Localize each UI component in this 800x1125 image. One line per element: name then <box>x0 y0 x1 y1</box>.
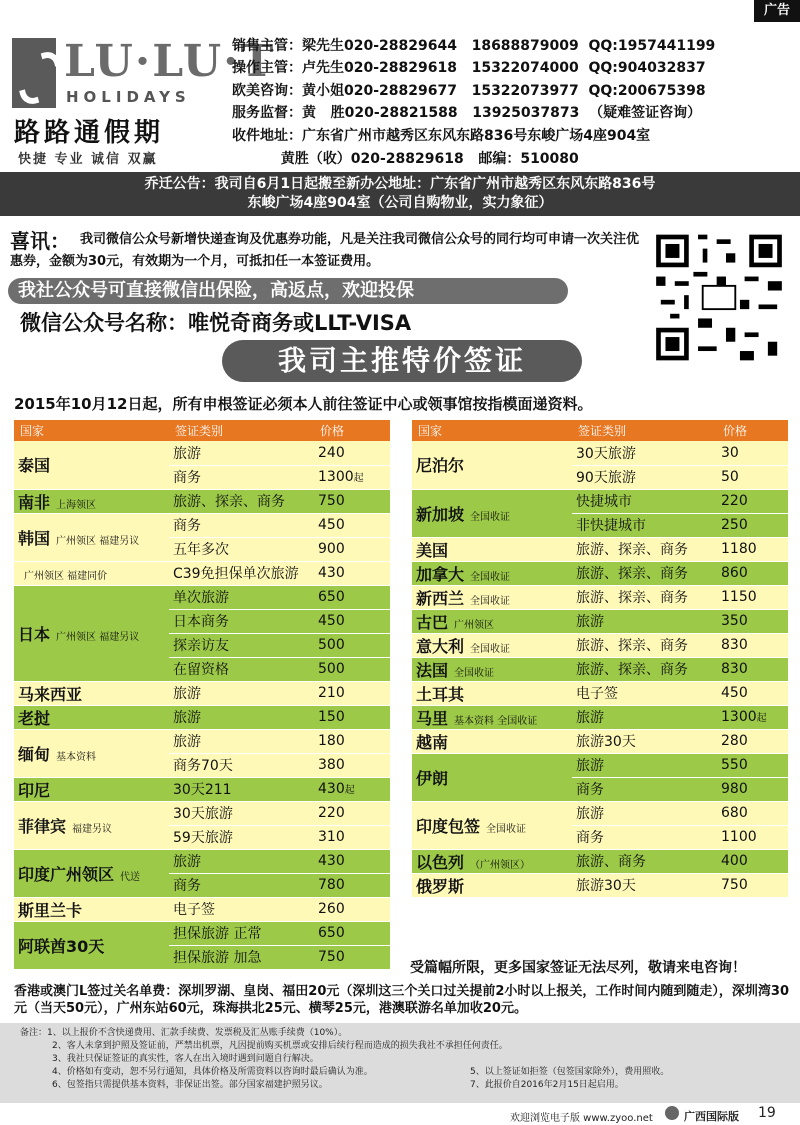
price-value: 550 <box>721 757 748 773</box>
price-cell <box>717 609 788 633</box>
price-cell <box>314 609 390 633</box>
table-row <box>14 705 390 729</box>
price-cell <box>314 441 390 465</box>
price-cell <box>717 633 788 657</box>
price-value: 250 <box>721 517 748 533</box>
country-cell <box>14 441 169 489</box>
country-note: 广州领区 福建同价 <box>24 570 108 582</box>
country-note: 全国收证 <box>454 667 495 679</box>
price-value: 450 <box>318 517 345 533</box>
visa-type: 旅游30天 <box>572 729 717 753</box>
country-name: 美国 <box>416 540 449 560</box>
price-cell <box>314 753 390 777</box>
country-cell <box>14 489 169 513</box>
header-price: 价格 <box>314 420 390 441</box>
contact-recipient: 黄胜（收）020-28829618 邮编：510080 <box>232 151 579 167</box>
country-cell <box>14 585 169 681</box>
logo-cn: 路路通假期 <box>14 118 165 148</box>
country-note: 广州领区 <box>454 619 495 631</box>
visa-type: 商务 <box>572 825 717 849</box>
news-body: 我司微信公众号新增快递查询及优惠券功能，凡是关注我司微信公众号的同行均可申请一次关注优惠券，金额为30元，有效期为一个月，可抵扣任一本签证费用。 <box>10 232 640 269</box>
country-note: 代送 <box>120 871 141 883</box>
price-cell <box>314 945 390 969</box>
price-cell <box>717 729 788 753</box>
footer-logo-icon <box>665 1106 679 1120</box>
table-row <box>412 753 788 777</box>
price-cell <box>314 729 390 753</box>
price-value: 1300 <box>721 709 757 725</box>
remark-1: 备注：1、以上报价不含快递费用、汇款手续费、发票税及汇丛账手续费（10%）。 <box>20 1028 348 1038</box>
country-note: （广州领区） <box>470 859 531 871</box>
price-cell <box>717 801 788 825</box>
price-value: 450 <box>721 685 748 701</box>
table-row <box>14 585 390 609</box>
table-row <box>412 681 788 705</box>
price-value: 430 <box>318 781 345 797</box>
price-cell <box>314 465 390 489</box>
visa-type: 旅游、探亲、商务 <box>572 585 717 609</box>
country-name: 俄罗斯 <box>416 876 465 896</box>
country-name: 古巴 <box>416 612 449 632</box>
contact-supervisor: 服务监督：黄 胜020-28821588 13925037873 （疑难签证咨询） <box>232 105 702 121</box>
country-cell <box>14 777 169 801</box>
country-name: 泰国 <box>18 456 51 476</box>
price-cell <box>314 777 390 801</box>
country-note: 福建另议 <box>72 823 113 835</box>
table-row <box>14 921 390 945</box>
visa-type: 旅游 <box>572 705 717 729</box>
visa-type: 旅游、商务 <box>572 849 717 873</box>
price-suffix: 起 <box>353 473 364 484</box>
visa-type: 旅游 <box>169 849 314 873</box>
price-cell <box>717 657 788 681</box>
table-row <box>14 441 390 465</box>
country-name: 加拿大 <box>416 564 465 584</box>
price-cell <box>717 465 788 489</box>
price-value: 30 <box>721 444 739 461</box>
header-country: 国家 <box>14 420 169 441</box>
header-type: 签证类别 <box>169 420 314 441</box>
country-note: 基本资料 全国收证 <box>454 715 538 727</box>
price-cell <box>717 585 788 609</box>
contact-address: 收件地址：广东省广州市越秀区东风东路836号东峻广场4座904室 <box>232 128 651 144</box>
price-cell <box>314 585 390 609</box>
country-note: 广州领区 福建另议 <box>56 631 140 643</box>
price-cell <box>717 537 788 561</box>
price-cell <box>314 849 390 873</box>
table-row <box>412 561 788 585</box>
country-name: 意大利 <box>416 636 465 656</box>
table-row <box>412 657 788 681</box>
price-value: 830 <box>721 661 748 677</box>
remark-5: 5、以上签证如拒签（包签国家除外），费用照收。 <box>470 1067 670 1077</box>
visa-type: 快捷城市 <box>572 489 717 513</box>
price-value: 650 <box>318 589 345 605</box>
price-value: 450 <box>318 613 345 629</box>
header-price: 价格 <box>717 420 788 441</box>
country-name: 南非 <box>18 492 51 512</box>
price-table-right <box>412 420 788 898</box>
price-value: 750 <box>721 877 748 893</box>
table-row <box>14 777 390 801</box>
footer-edition: 广西国际版 <box>684 1110 739 1123</box>
price-suffix: 起 <box>344 785 355 796</box>
country-cell <box>412 849 572 873</box>
ad-tag: 广告 <box>754 0 800 22</box>
remark-4: 4、价格如有变动，恕不另行通知，具体价格及所需资料以咨询时最后确认为准。 <box>52 1067 373 1077</box>
price-value: 50 <box>721 469 739 485</box>
visa-type: 单次旅游 <box>169 585 314 609</box>
country-cell <box>14 705 169 729</box>
country-cell <box>14 849 169 897</box>
visa-type: 旅游、探亲、商务 <box>572 537 717 561</box>
country-name: 印度包签 <box>416 816 481 836</box>
price-value: 860 <box>721 565 748 581</box>
country-name: 法国 <box>416 660 449 680</box>
country-cell <box>14 681 169 705</box>
move-notice-line1: 乔迁公告：我司自6月1日起搬至新办公地址：广东省广州市越秀区东风东路836号 <box>144 176 656 192</box>
logo-brand: LU·LU·T <box>64 36 276 87</box>
remark-2: 2、客人未拿到护照及签证前，严禁出机票，凡因提前购买机票或安排后续行程而造成的损失我社不承担任何责任。 <box>52 1041 508 1051</box>
table-row <box>412 489 788 513</box>
more-countries-note: 受篇幅所限，更多国家签证无法尽列，敬请来电咨询！ <box>410 960 746 976</box>
table-row <box>14 897 390 921</box>
price-value: 1100 <box>721 829 757 845</box>
table-row <box>412 873 788 897</box>
country-note: 上海领区 <box>56 499 97 511</box>
price-value: 220 <box>318 805 345 821</box>
price-value: 180 <box>318 733 345 749</box>
price-cell <box>717 777 788 801</box>
logo-slogan: 快捷 专业 诚信 双赢 <box>18 152 158 167</box>
visa-type: 30天211 <box>169 777 314 801</box>
price-cell <box>314 801 390 825</box>
table-row <box>412 729 788 753</box>
visa-type: 旅游、探亲、商务 <box>169 489 314 513</box>
price-value: 500 <box>318 661 345 677</box>
visa-type: 旅游 <box>169 705 314 729</box>
table-row <box>412 705 788 729</box>
country-cell <box>412 801 572 849</box>
contact-ops: 操作主管：卢先生020-28829618 15322074000 QQ:904032837 <box>232 60 706 76</box>
country-cell <box>412 537 572 561</box>
remark-3: 3、我社只保证签证的真实性，客人在出入境时遇到问题自行解决。 <box>52 1054 319 1064</box>
country-cell <box>412 609 572 633</box>
header-country: 国家 <box>412 420 572 441</box>
table-row <box>14 801 390 825</box>
visa-type: 旅游 <box>169 729 314 753</box>
country-name: 斯里兰卡 <box>18 900 83 920</box>
visa-type: 旅游、探亲、商务 <box>572 657 717 681</box>
move-notice-line2: 东峻广场4座904室（公司自购物业，实力象征） <box>247 195 553 211</box>
visa-type: 旅游 <box>169 681 314 705</box>
remarks <box>0 1023 800 1103</box>
price-cell <box>314 681 390 705</box>
visa-type: 59天旅游 <box>169 825 314 849</box>
price-cell <box>717 561 788 585</box>
country-name: 缅甸 <box>18 744 51 764</box>
country-note: 全国收证 <box>486 823 527 835</box>
price-cell <box>314 825 390 849</box>
table-row <box>14 849 390 873</box>
visa-type: 担保旅游 加急 <box>169 945 314 969</box>
country-cell <box>14 561 169 585</box>
price-cell <box>717 873 788 897</box>
country-name: 韩国 <box>18 528 51 548</box>
table-row <box>412 585 788 609</box>
visa-type: 商务 <box>169 465 314 489</box>
price-value: 1300 <box>318 469 354 485</box>
visa-type: 商务 <box>169 513 314 537</box>
country-name: 伊朗 <box>416 768 449 788</box>
price-value: 780 <box>318 877 345 893</box>
price-value: 980 <box>721 781 748 797</box>
country-note: 全国收证 <box>470 643 511 655</box>
price-cell <box>717 441 788 465</box>
country-cell <box>412 753 572 801</box>
table-row <box>412 849 788 873</box>
price-value: 1180 <box>721 541 757 557</box>
table-row <box>412 801 788 825</box>
country-name: 尼泊尔 <box>416 456 465 476</box>
country-name: 老挝 <box>18 708 51 728</box>
visa-type: 旅游、探亲、商务 <box>572 561 717 585</box>
price-value: 240 <box>318 444 345 461</box>
visa-type: 日本商务 <box>169 609 314 633</box>
contact-sales: 销售主管：梁先生020-28829644 18688879009 QQ:1957441199 <box>232 38 716 54</box>
price-value: 900 <box>318 541 345 557</box>
price-value: 650 <box>318 925 345 941</box>
table-row <box>14 489 390 513</box>
price-cell <box>314 657 390 681</box>
country-cell <box>412 681 572 705</box>
footer <box>0 1103 800 1125</box>
country-name: 马来西亚 <box>18 684 83 704</box>
price-value: 350 <box>721 613 748 629</box>
price-cell <box>314 897 390 921</box>
country-cell <box>412 729 572 753</box>
visa-type: 商务 <box>572 777 717 801</box>
table-row <box>14 681 390 705</box>
country-name: 土耳其 <box>416 684 465 704</box>
logo <box>12 30 276 168</box>
logo-sub: HOLIDAYS <box>66 88 191 106</box>
price-cell <box>314 513 390 537</box>
table-row <box>14 513 390 537</box>
country-name: 新加坡 <box>416 504 465 524</box>
country-cell <box>14 921 169 969</box>
price-value: 210 <box>318 685 345 701</box>
price-cell <box>314 705 390 729</box>
price-cell <box>717 825 788 849</box>
country-name: 日本 <box>18 624 51 644</box>
price-value: 750 <box>318 949 345 965</box>
remark-7: 7、此报价自2016年2月15日起启用。 <box>470 1080 624 1090</box>
news-title: 喜讯： <box>10 229 70 253</box>
visa-type: C39免担保单次旅游 <box>169 561 314 585</box>
visa-type: 商务70天 <box>169 753 314 777</box>
price-value: 260 <box>318 901 345 917</box>
header-type: 签证类别 <box>572 420 717 441</box>
visa-type: 担保旅游 正常 <box>169 921 314 945</box>
logo-mark-icon <box>12 38 56 108</box>
visa-type: 商务 <box>169 873 314 897</box>
price-value: 830 <box>721 637 748 653</box>
footer-site: 欢迎浏览电子版 www.zyoo.net <box>510 1113 653 1124</box>
visa-type: 30天旅游 <box>169 801 314 825</box>
wechat-name: 微信公众号名称：唯悦奇商务或LLT-VISA <box>20 311 412 335</box>
country-name: 菲律宾 <box>18 816 67 836</box>
country-name: 印尼 <box>18 780 51 800</box>
country-name: 阿联酋30天 <box>18 936 105 956</box>
country-cell <box>14 801 169 849</box>
country-note: 基本资料 <box>56 751 97 763</box>
insurance-banner: 我社公众号可直接微信出保险，高返点，欢迎投保 <box>8 278 568 304</box>
price-value: 400 <box>721 853 748 869</box>
visa-type: 旅游、探亲、商务 <box>572 633 717 657</box>
price-value: 280 <box>721 733 748 749</box>
country-cell <box>14 513 169 561</box>
country-note: 全国收证 <box>470 571 511 583</box>
visa-type: 旅游 <box>169 441 314 465</box>
country-cell <box>14 897 169 921</box>
visa-type: 电子签 <box>169 897 314 921</box>
visa-type: 旅游30天 <box>572 873 717 897</box>
country-cell <box>412 561 572 585</box>
table-row <box>412 633 788 657</box>
price-cell <box>314 921 390 945</box>
page-number: 19 <box>758 1105 776 1121</box>
country-cell <box>412 657 572 681</box>
table-row <box>14 729 390 753</box>
table-row <box>412 441 788 465</box>
table-row <box>14 561 390 585</box>
country-cell <box>412 441 572 489</box>
price-value: 680 <box>721 805 748 821</box>
country-name: 印度广州领区 <box>18 864 115 884</box>
visa-type: 五年多次 <box>169 537 314 561</box>
visa-type: 90天旅游 <box>572 465 717 489</box>
price-cell <box>717 513 788 537</box>
price-value: 1150 <box>721 589 757 605</box>
country-cell <box>14 729 169 777</box>
visa-type: 探亲访友 <box>169 633 314 657</box>
country-note: 全国收证 <box>470 511 511 523</box>
country-cell <box>412 633 572 657</box>
visa-type: 旅游 <box>572 753 717 777</box>
main-title: 我司主推特价签证 <box>222 340 582 382</box>
visa-type: 非快捷城市 <box>572 513 717 537</box>
price-cell <box>314 633 390 657</box>
price-value: 430 <box>318 565 345 581</box>
table-row <box>412 609 788 633</box>
country-cell <box>412 585 572 609</box>
table-row <box>412 537 788 561</box>
visa-type: 旅游 <box>572 609 717 633</box>
price-cell <box>314 489 390 513</box>
price-cell <box>717 489 788 513</box>
price-cell <box>717 753 788 777</box>
visa-type: 30天旅游 <box>572 441 717 465</box>
price-value: 220 <box>721 493 748 509</box>
country-cell <box>412 705 572 729</box>
price-suffix: 起 <box>756 713 767 724</box>
price-value: 500 <box>318 637 345 653</box>
country-name: 马里 <box>416 708 449 728</box>
hk-macau-note: 香港或澳门L签过关名单费：深圳罗湖、皇岗、福田20元（深圳这三个关口过关提前2小时以上报关，工作时间内随到随走），深圳湾30元（当天50元），广州东站60元，珠海拱北25元、横琴25元，港澳联游名单加收20元。 <box>14 984 790 1016</box>
country-cell <box>412 489 572 537</box>
visa-type: 在留资格 <box>169 657 314 681</box>
price-cell <box>717 705 788 729</box>
remark-6: 6、包签指只需提供基本资料，非保证出签。部分国家福建护照另议。 <box>52 1080 328 1090</box>
price-value: 310 <box>318 829 345 845</box>
contact-euro: 欧美咨询：黄小姐020-28829677 15322073977 QQ:200675398 <box>232 83 706 99</box>
country-cell <box>412 873 572 897</box>
country-note: 广州领区 福建另议 <box>56 535 140 547</box>
price-value: 380 <box>318 757 345 773</box>
qr-code-icon <box>650 230 788 365</box>
price-value: 150 <box>318 709 345 725</box>
price-cell <box>717 849 788 873</box>
price-cell <box>717 681 788 705</box>
price-cell <box>314 537 390 561</box>
price-value: 430 <box>318 853 345 869</box>
fingerprint-notice: 2015年10月12日起，所有申根签证必须本人前往签证中心或领事馆按指模面递资料。 <box>14 395 593 413</box>
price-cell <box>314 873 390 897</box>
visa-type: 旅游 <box>572 801 717 825</box>
country-name: 越南 <box>416 732 449 752</box>
visa-type: 电子签 <box>572 681 717 705</box>
country-name: 以色列 <box>416 852 465 872</box>
price-table-left <box>14 420 390 970</box>
price-value: 750 <box>318 493 345 509</box>
move-notice <box>0 172 800 216</box>
country-name: 新西兰 <box>416 588 465 608</box>
price-cell <box>314 561 390 585</box>
country-note: 全国收证 <box>470 595 511 607</box>
